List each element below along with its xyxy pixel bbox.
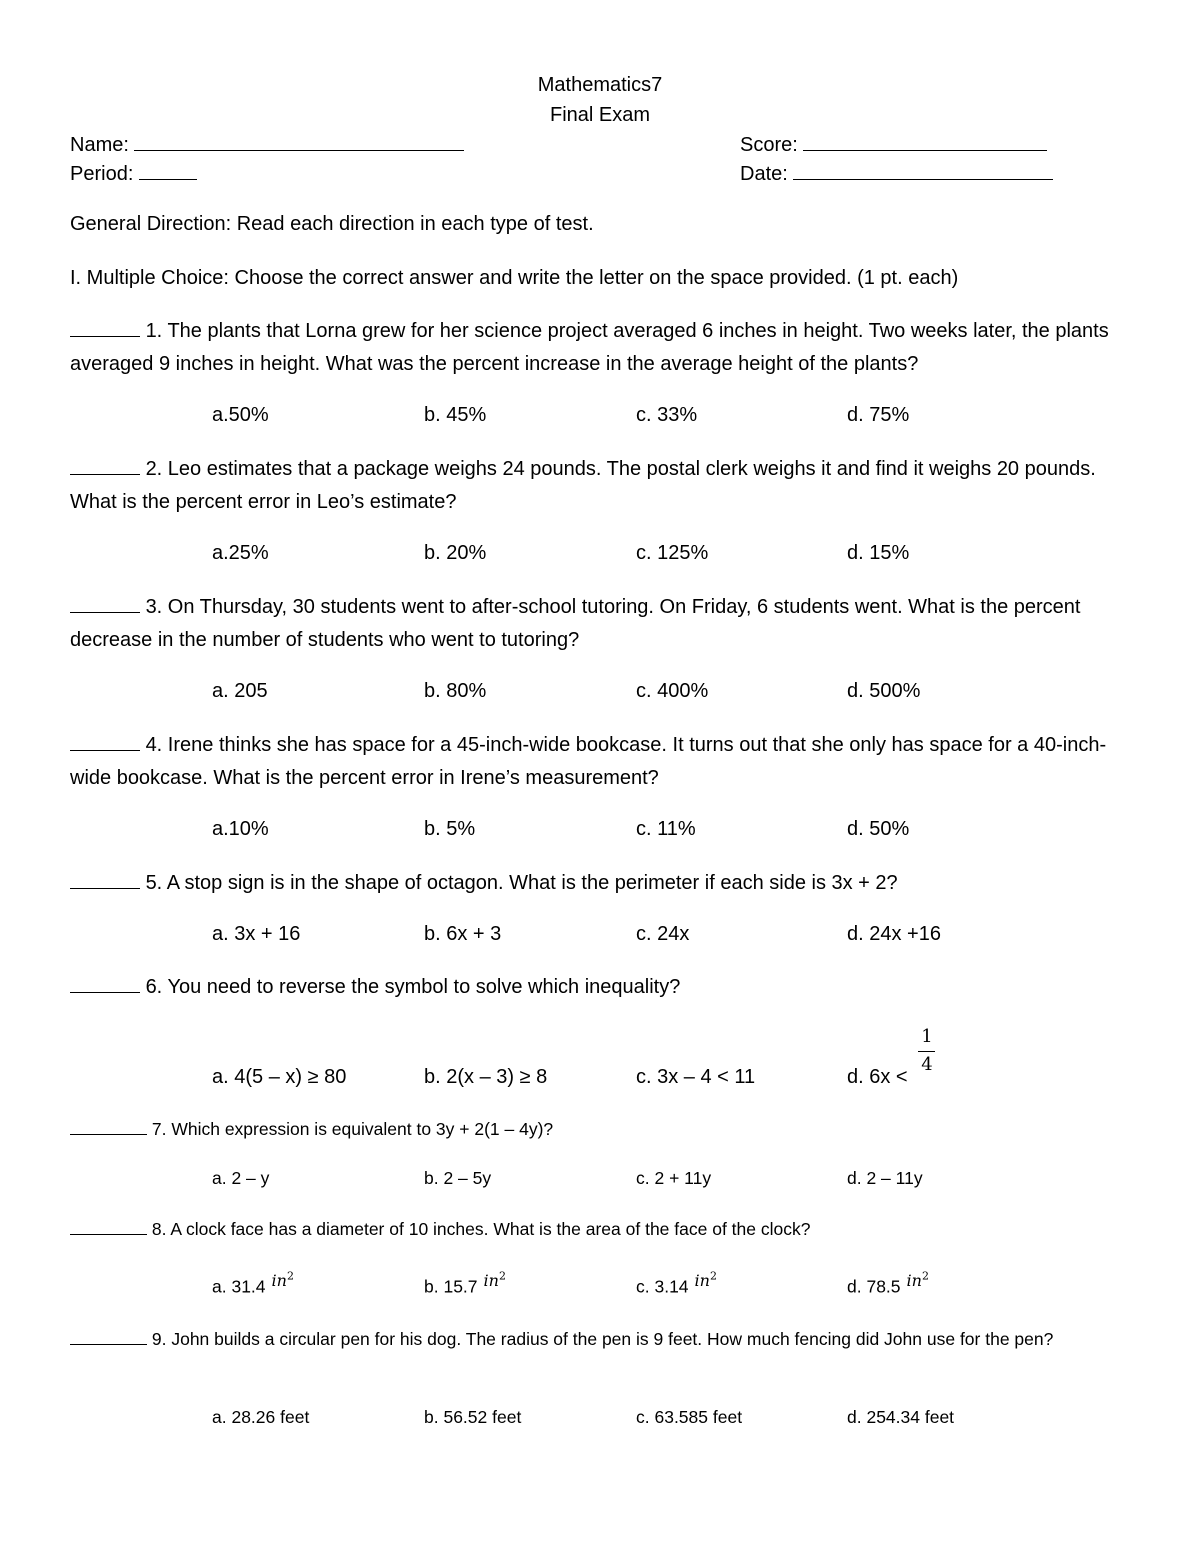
option-b: b. 6x + 3 [424,923,502,945]
option-d: d. 50% [847,818,910,840]
question-5 [70,867,1130,900]
answer-blank [70,1328,147,1345]
option-a: a. 2 – y [212,1168,270,1188]
option-c: c. 33% [636,404,698,426]
name-field [70,132,464,157]
date-label: Date: [740,163,788,185]
option-c: c. 63.585 feet [636,1407,743,1427]
option-c: c. 2 + 11y [636,1168,712,1188]
question-1 [70,315,1130,381]
unit-base: in [906,1271,922,1291]
question-9 [70,1324,1130,1354]
answer-blank [70,594,140,613]
option-d: d. 500% [847,680,921,702]
period-blank [139,161,197,180]
general-direction: General Direction: Read each direction in each type of test. [70,213,594,235]
option-a [212,1270,294,1297]
name-blank [134,132,464,151]
answer-blank [70,870,140,889]
option-b: b. 56.52 feet [424,1407,522,1427]
option-c: c. 3x – 4 < 11 [636,1066,756,1088]
question-number: 8. [151,1219,167,1239]
question-text: 6. You need to reverse the symbol to solve which inequality? [145,976,681,998]
option-d: d. 6x < [847,1066,908,1088]
option-b: b. 2(x – 3) ≥ 8 [424,1066,548,1088]
exam-title: Mathematics7 [537,74,663,96]
question-text: 9. John builds a circular pen for his dog. The radius of the pen is 9 feet. How much fencing did John use for the pen? [151,1329,1054,1349]
option-a: a.25% [212,542,269,564]
question-8 [70,1214,1130,1244]
unit-base: in [694,1271,710,1291]
question-6 [70,971,1130,1004]
option-d [847,1270,929,1297]
exam-subtitle: Final Exam [549,104,651,126]
question-text: 1. The plants that Lorna grew for her science project averaged 6 inches in height. Two weeks later, the plants averaged 9 inches in height. What was the percent increase in the average height of the plants? [70,320,1109,375]
unit-exponent: 2 [498,1270,506,1283]
option-d: d. 254.34 feet [847,1407,955,1427]
question-text: 2. Leo estimates that a package weighs 24 pounds. The postal clerk weighs it and find it weighs 20 pounds. What is the percent error in Leo’s estimate? [70,458,1096,513]
name-label: Name: [70,134,129,156]
answer-blank [70,1118,147,1135]
option-value: a. 31.4 [212,1276,266,1297]
answer-blank [70,318,140,337]
unit-exponent: 2 [709,1270,717,1283]
fraction-numerator: 1 [921,1026,933,1047]
option-a: a. 28.26 feet [212,1407,310,1427]
score-blank [803,132,1047,151]
fraction-denominator: 4 [921,1054,933,1075]
question-text: A clock face has a diameter of 10 inches. What is the area of the face of the clock? [170,1219,811,1239]
unit-base: in [483,1271,499,1291]
unit-square-inches [907,1271,929,1290]
option-a: a. 205 [212,680,268,702]
option-c: c. 24x [636,923,690,945]
question-2 [70,453,1130,519]
unit-square-inches [272,1271,294,1290]
question-7 [70,1114,1130,1144]
period-label: Period: [70,163,134,185]
option-value: d. 78.5 [847,1276,901,1297]
option-value: b. 15.7 [424,1276,478,1297]
answer-blank [70,974,140,993]
unit-square-inches [484,1271,506,1290]
score-label: Score: [740,134,798,156]
period-field [70,161,197,186]
option-value: c. 3.14 [636,1276,689,1297]
answer-blank [70,732,140,751]
option-b: b. 5% [424,818,476,840]
option-d: d. 15% [847,542,910,564]
option-a: a.10% [212,818,269,840]
section-heading: I. Multiple Choice: Choose the correct answer and write the letter on the space provided. (1 pt. each) [70,267,959,289]
option-c [636,1270,717,1297]
option-d: d. 75% [847,404,910,426]
option-c: c. 11% [636,818,696,840]
option-d: d. 2 – 11y [847,1168,923,1188]
option-b: b. 80% [424,680,487,702]
option-c: c. 400% [636,680,709,702]
option-b: b. 20% [424,542,487,564]
answer-blank [70,1218,147,1235]
date-blank [793,161,1053,180]
option-a: a.50% [212,404,269,426]
option-d: d. 24x +16 [847,923,941,945]
question-3 [70,591,1130,657]
answer-blank [70,456,140,475]
question-text: 5. A stop sign is in the shape of octagon. What is the perimeter if each side is 3x + 2? [145,872,898,894]
fraction-bar [918,1051,935,1052]
option-a: a. 4(5 – x) ≥ 80 [212,1066,347,1088]
date-field [740,161,1053,186]
question-text: 4. Irene thinks she has space for a 45-inch-wide bookcase. It turns out that she only has space for a 40-inch-wide bookcase. What is the percent error in Irene’s measurement? [70,734,1107,789]
option-b: b. 2 – 5y [424,1168,492,1188]
unit-square-inches [695,1271,717,1290]
option-c: c. 125% [636,542,709,564]
option-b [424,1270,506,1297]
unit-exponent: 2 [286,1270,294,1283]
unit-base: in [271,1271,287,1291]
option-b: b. 45% [424,404,487,426]
unit-exponent: 2 [921,1270,929,1283]
question-text: 7. Which expression is equivalent to 3y + 2(1 – 4y)? [151,1119,554,1139]
score-field [740,132,1047,157]
question-text: 3. On Thursday, 30 students went to after-school tutoring. On Friday, 6 students went. What is the percent decrease in the number of students who went to tutoring? [70,596,1081,651]
option-a: a. 3x + 16 [212,923,301,945]
question-4 [70,729,1130,795]
